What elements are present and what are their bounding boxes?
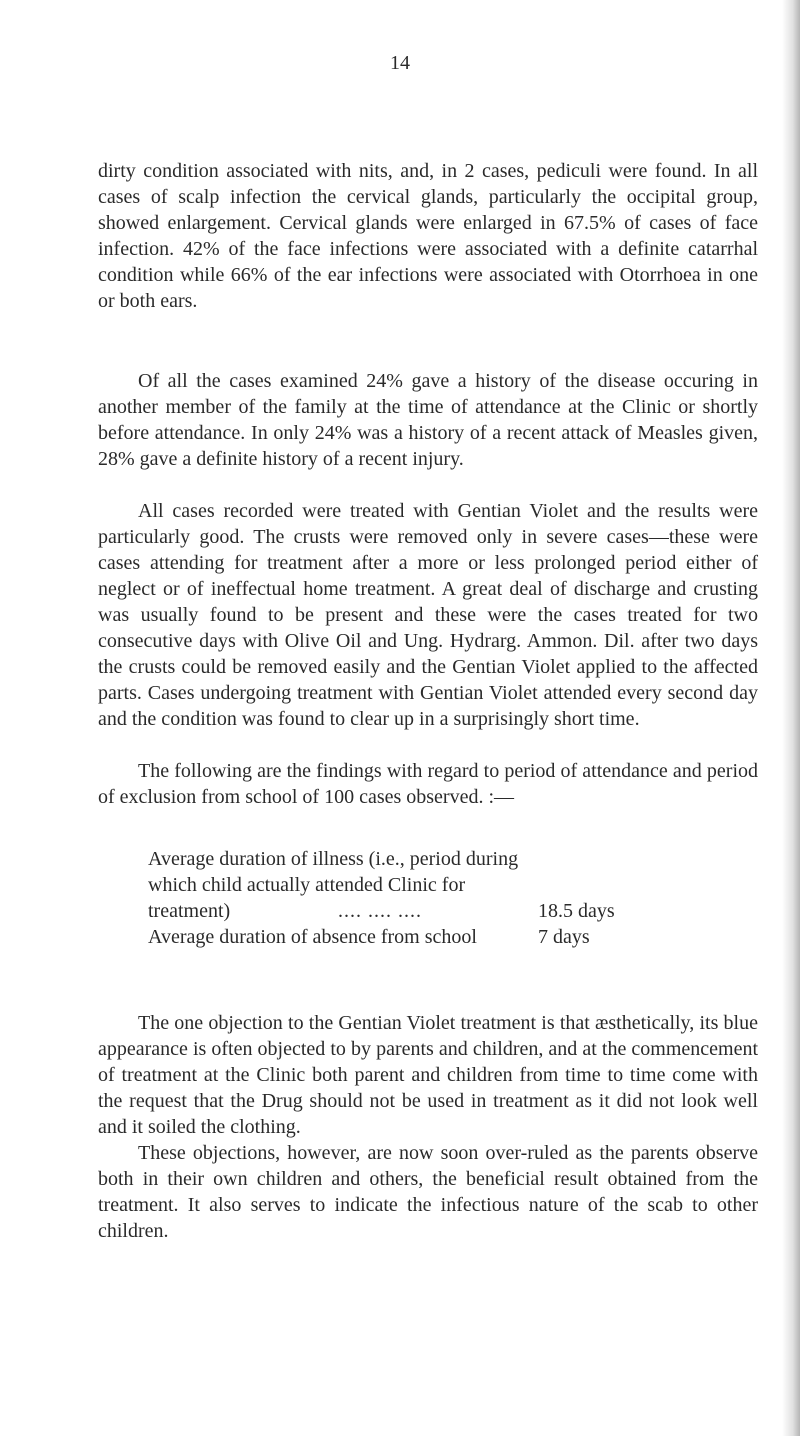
stat-label: Average duration of absence from school: [148, 926, 477, 948]
paragraph-text: These objections, however, are now soon over-ruled as the parents observe both in their own children and others, the beneficial result obtained from the treatment. It also serves to indicate the infectious nature of the scab to other children.: [98, 1142, 758, 1242]
stat-row-illness-duration: [148, 846, 764, 924]
stat-value: 7 days: [538, 926, 590, 948]
page-edge-shadow: [782, 0, 800, 1436]
paragraph-text: dirty condition associated with nits, and, in 2 cases, pediculi were found. In all cases of scalp infection the cervical glands, particularly the occipital group, showed enlargement. Cervical glands were enlarged in 67.5% of cases of face infection. 42% of the face infections were associated with a definite catarrhal condition while 66% of the ear infections were associated with Otorrhoea in one or both ears.: [98, 160, 758, 312]
paragraph-objection: [98, 1010, 758, 1140]
paragraph-findings-intro: [98, 758, 758, 810]
stat-value: 18.5 days: [538, 900, 615, 922]
paragraph-history: [98, 368, 758, 472]
paragraph-text: The one objection to the Gentian Violet treatment is that æsthetically, its blue appearance is often objected to by parents and children, and at the commencement of treatment at the Clinic both parent and children from time to time come with the request that the Drug should not be used in treatment as it did not look well and it soiled the clothing.: [98, 1012, 758, 1138]
paragraph-scalp-infection: [98, 158, 758, 314]
paragraph-treatment: [98, 498, 758, 732]
stat-row-absence-duration: [148, 924, 764, 950]
paragraph-text: The following are the findings with regard to period of attendance and period of exclusion from school of 100 cases observed. :—: [98, 760, 758, 808]
leader-dots: .... .... ....: [338, 900, 422, 922]
paragraph-text: All cases recorded were treated with Gentian Violet and the results were particularly good. The crusts were removed only in severe cases—these were cases attending for treatment after a more or less prolonged period either of neglect or of ineffectual home treatment. A great deal of discharge and crusting was usually found to be present and these were the cases treated for two consecutive days with Olive Oil and Ung. Hydrarg. Ammon. Dil. after two days the crusts could be removed easily and the Gentian Violet applied to the affected parts. Cases undergoing treatment with Gentian Violet attended every second day and the condition was found to clear up in a surprisingly short time.: [98, 500, 758, 730]
paragraph-text: Of all the cases examined 24% gave a history of the disease occuring in another member of the family at the time of attendance at the Clinic or shortly before attendance. In only 24% was a history of a recent attack of Measles given, 28% gave a definite history of a recent injury.: [98, 370, 758, 470]
stat-label: Average duration of illness (i.e., period during which child actually attended Clinic for treatment): [148, 848, 519, 922]
page-number: 14: [390, 52, 410, 74]
paragraph-overruled: [98, 1140, 758, 1244]
